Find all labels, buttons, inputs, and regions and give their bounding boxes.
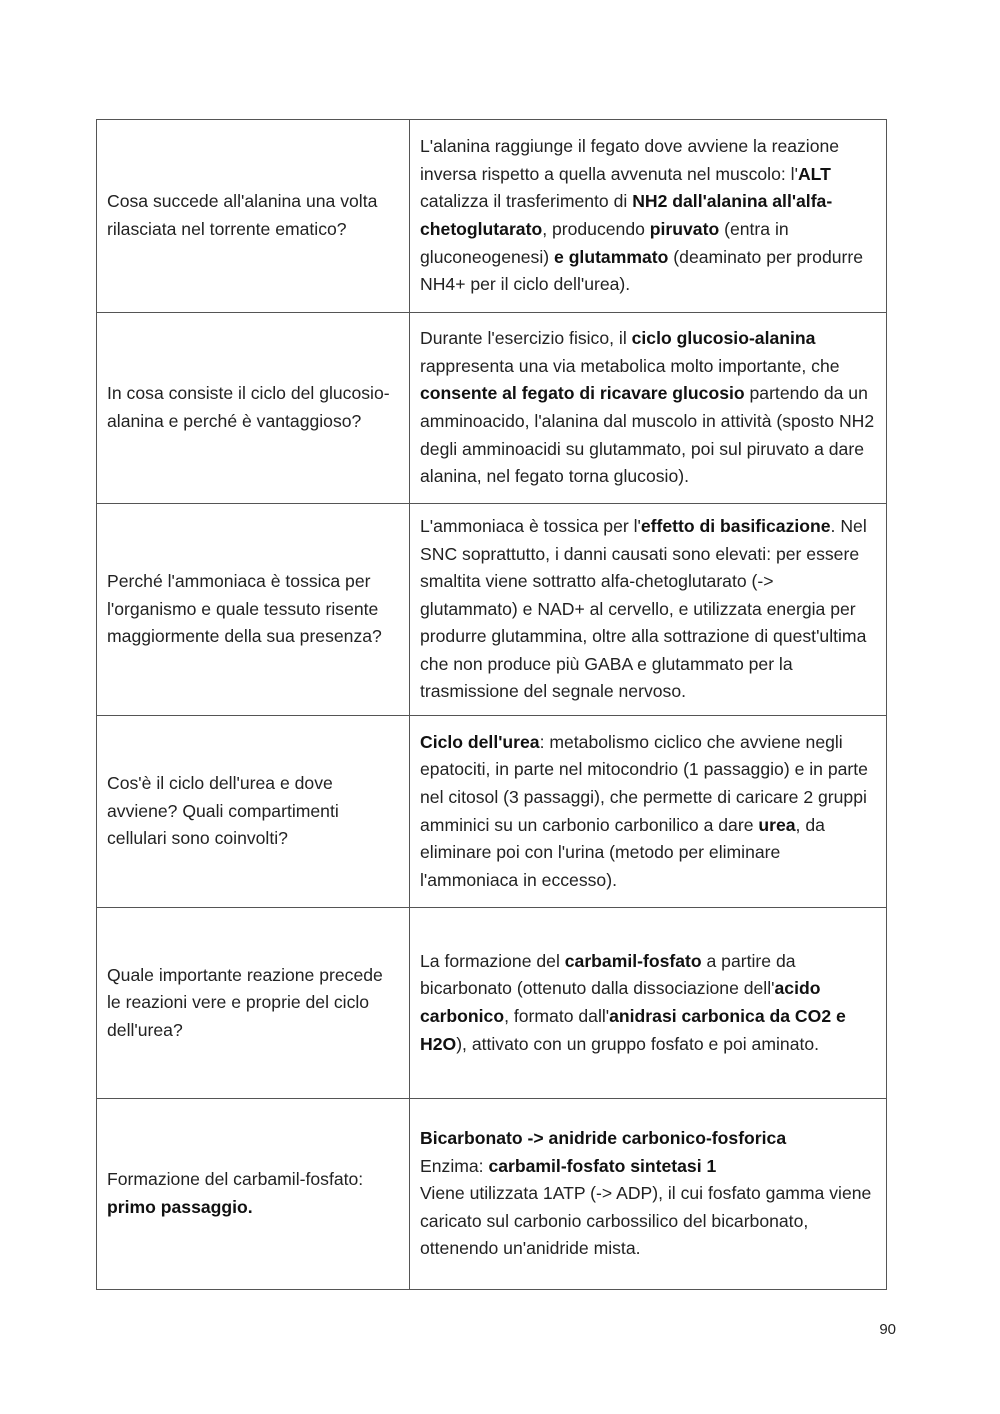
question-cell	[97, 504, 410, 716]
text-run: : metabolismo ciclico che avviene negli epatociti, in parte nel mitocondrio (1 passaggio) e in parte nel citosol (3 passaggi), che permette di caricare 2 gruppi amminici su un carbonio carbonilico a dare	[420, 731, 868, 835]
text-run: L'alanina raggiunge il fegato dove avviene la reazione inversa rispetto a quella avvenuta nel muscolo: l'	[420, 136, 840, 184]
text-run: Viene utilizzata 1ATP (-> ADP), il cui fosfato gamma viene caricato sul carbonio carbossilico del bicarbonato, ottenendo un'anidride mista.	[420, 1183, 872, 1259]
qa-table	[96, 119, 887, 1290]
bold-text: carbamil-fosfato	[564, 950, 702, 971]
text-run: L'ammoniaca è tossica per l'	[420, 515, 641, 536]
question-cell	[97, 120, 410, 313]
bold-text: Ciclo dell'urea	[420, 731, 540, 752]
answer-cell	[410, 716, 887, 908]
text-run: . Nel SNC soprattutto, i danni causati sono elevati: per essere smaltita viene sottratto alfa-chetoglutarato (-> glutammato) e NAD+ al cervello, e utilizzata energia per produrre glutammina, oltre alla sottrazione di quest'ultima che non produce più GABA e glutammato per la trasmissione del segnale nervoso.	[420, 515, 867, 702]
bold-text: acido carbonico	[420, 978, 821, 1026]
text-run: , formato dall'	[504, 1006, 610, 1026]
answer-cell	[410, 504, 887, 716]
answer-cell	[410, 908, 887, 1099]
answer-cell	[410, 120, 887, 313]
table-row	[97, 908, 887, 1099]
bold-text: piruvato	[649, 219, 720, 239]
bold-text: effetto di basificazione	[640, 515, 831, 536]
table-row	[97, 716, 887, 908]
question-cell	[97, 716, 410, 908]
text-run: ), attivato con un gruppo fosfato e poi aminato.	[456, 1033, 820, 1054]
bold-text: consente al fegato di ricavare glucosio	[420, 383, 745, 404]
page-number: 90	[879, 1321, 896, 1338]
bold-text: ALT	[797, 163, 831, 184]
text-run: Cosa succede all'alanina una volta rilasciata nel torrente ematico?	[107, 191, 378, 239]
bold-text: Bicarbonato -> anidride carbonico-fosforica	[420, 1128, 787, 1149]
table-row	[97, 313, 887, 504]
text-run: catalizza il trasferimento di	[420, 191, 633, 212]
text-run: rappresenta una via metabolica molto importante, che	[420, 355, 840, 376]
text-run: partendo da un amminoacido, l'alanina dal muscolo in attività (sposto NH2 degli amminoacidi su glutammato, poi sul piruvato a dare alanina, nel fegato torna glucosio).	[420, 383, 875, 487]
text-run: Enzima:	[420, 1155, 489, 1176]
question-cell	[97, 313, 410, 504]
text-run: Cos'è il ciclo dell'urea e dove avviene? Quali compartimenti cellulari sono coinvolti?	[107, 773, 339, 849]
text-run: (entra in gluconeogenesi)	[420, 219, 789, 267]
text-run: (deaminato per produrre NH4+ per il ciclo dell'urea).	[420, 246, 864, 295]
question-cell	[97, 908, 410, 1099]
text-run: In cosa consiste il ciclo del glucosio-alanina e perché è vantaggioso?	[107, 383, 390, 431]
bold-text: carbamil-fosfato sintetasi 1	[488, 1155, 717, 1176]
text-run: Formazione del carbamil-fosfato:	[107, 1169, 364, 1190]
text-run: La formazione del	[420, 950, 565, 971]
text-run: Durante l'esercizio fisico, il	[420, 328, 632, 349]
bold-text: anidrasi carbonica da CO2 e H2O	[420, 1006, 846, 1054]
bold-text: primo passaggio.	[107, 1197, 253, 1217]
text-run: a partire da bicarbonato (ottenuto dalla dissociazione dell'	[420, 950, 796, 999]
bold-text: NH2 dall'alanina all'alfa-chetoglutarato	[420, 191, 833, 239]
table-row	[97, 504, 887, 716]
text-run: , producendo	[542, 219, 650, 239]
table-row	[97, 120, 887, 313]
bold-text: urea	[758, 814, 796, 835]
text-run: , da eliminare poi con l'urina (metodo per eliminare l'ammoniaca in eccesso).	[420, 814, 825, 890]
question-cell	[97, 1099, 410, 1290]
bold-text: e glutammato	[554, 246, 669, 267]
bold-text: ciclo glucosio-alanina	[631, 328, 816, 349]
answer-cell	[410, 313, 887, 504]
table-row	[97, 1099, 887, 1290]
answer-cell	[410, 1099, 887, 1290]
text-run: Perché l'ammoniaca è tossica per l'organismo e quale tessuto risente maggiormente della sua presenza?	[107, 571, 382, 647]
text-run: Quale importante reazione precede le reazioni vere e proprie del ciclo dell'urea?	[107, 964, 383, 1040]
